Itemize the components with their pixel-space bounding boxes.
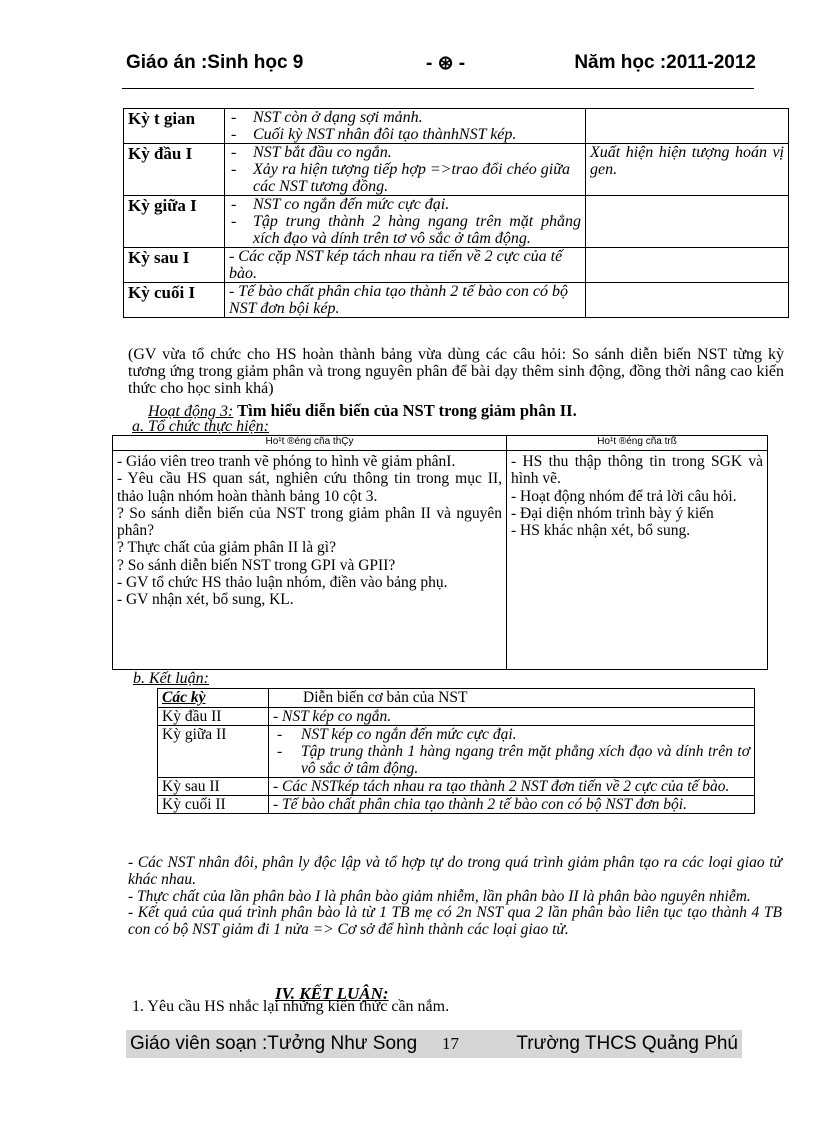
event-item: - Xảy ra hiện tượng tiếp hợp =>trao đổi chéo giữa các NST tương đồng. (253, 161, 581, 195)
activity-label: Hoạt động 3: (148, 403, 234, 420)
table-row (158, 708, 755, 726)
list-item: ? So sánh diễn biến NST trong GPI và GPII? (117, 556, 396, 574)
list-item: ? Thực chất của giảm phân II là gì? (117, 539, 336, 557)
conclusion-item: - Kết quả của quá trình phân bào là từ 1 TB mẹ có 2n NST qua 2 lần phân bào liên tục tạo thành 4 TB con có bộ NST giảm đi 1 nửa => Cơ sở để hình thành các loại giao tử. (128, 904, 782, 939)
phase-cell: Kỳ cuối I (124, 283, 225, 318)
page-footer (126, 1030, 742, 1058)
phase-cell: Kỳ giữa II (158, 726, 269, 778)
event-item: - NST kép co ngắn. (269, 708, 755, 726)
table-row (124, 144, 789, 196)
conclusion-item: - Thực chất của lần phân bào I là phân bào giảm nhiễm, lần phân bào II là phân bào nguyên nhiễm. (128, 887, 751, 905)
phase-cell: Kỳ sau I (124, 248, 225, 283)
list-item: - Giáo viên treo tranh vẽ phóng to hình vẽ giảm phânI. (117, 453, 456, 470)
table-row (158, 726, 755, 778)
phase-cell: Kỳ sau II (158, 778, 269, 796)
event-item: - Tế bào chất phân chia tạo thành 2 tế bào con có bộ NST đơn bội. (269, 796, 755, 814)
events-header: Diễn biến cơ bản của NST (303, 689, 468, 706)
student-activities (507, 451, 768, 670)
table-row (124, 196, 789, 248)
section-heading: IV. KẾT LUẬN: (275, 984, 389, 1003)
teacher-activities (113, 451, 507, 670)
table-row (158, 778, 755, 796)
teacher-note-paragraph: (GV vừa tổ chức cho HS hoàn thành bảng vừa dùng các câu hỏi: So sánh diễn biến NST từng kỳ tương ứng trong giảm phân và trong nguyên phân để bài dạy thêm sinh động, đồng thời nâng cao kiến thức cho học sinh khá) (128, 346, 784, 397)
page-number: 17 (442, 1034, 459, 1053)
phase-header: Các kỳ (162, 689, 206, 706)
event-item: - NST kép co ngắn đến mức cực đại. (301, 726, 750, 743)
student-column-header: Ho¹t ®éng cña trß (507, 436, 768, 451)
list-item: ? So sánh diễn biến của NST trong giảm phân II và nguyên phân? (117, 504, 502, 540)
phase-cell: Kỳ đầu I (124, 144, 225, 196)
header-ornament: - ⊛ - (426, 53, 466, 74)
list-item: - Đại diện nhóm trình bày ý kiến (511, 504, 714, 522)
event-item: - Tế bào chất phân chia tạo thành 2 tế bào con có bộ NST đơn bội kép. (228, 283, 569, 317)
table-row (158, 796, 755, 814)
list-item: - Yêu cầu HS quan sát, nghiên cứu thông tin trong mục II, thảo luận nhóm hoàn thành bảng 10 cột 3. (117, 470, 502, 505)
list-item: - Hoạt động nhóm để trả lời câu hỏi. (511, 487, 737, 505)
event-item: - Cuối kỳ NST nhân đôi tạo thànhNST kép. (253, 126, 581, 143)
list-item: - GV tổ chức HS thảo luận nhóm, điền vào bảng phụ. (117, 574, 448, 592)
activity-table (112, 435, 768, 670)
list-item: - HS khác nhận xét, bổ sung. (511, 522, 691, 540)
phase-cell: Kỳ cuối II (158, 796, 269, 814)
event-item: - Tập trung thành 1 hàng ngang trên mặt phẳng xích đạo và dính trên tơ vô sắc ở tâm động. (301, 743, 750, 777)
footer-author: Giáo viên soạn :Tưởng Như Song (130, 1033, 418, 1054)
event-item: - NST còn ở dạng sợi mảnh. (253, 109, 581, 126)
numbered-item: 1. Yêu cầu HS nhắc lại những kiến thức cần nắm. (132, 998, 450, 1015)
header-divider (122, 88, 754, 89)
conclusion-item: - Các NST nhân đôi, phân ly độc lập và tổ hợp tự do trong quá trình giảm phân tạo ra các loại giao tử khác nhau. (128, 854, 782, 888)
note-cell (586, 109, 789, 144)
header-lesson-title: Giáo án :Sinh học 9 (126, 52, 304, 73)
note-cell: Xuất hiện hiện tượng hoán vị gen. (586, 144, 789, 196)
phase-cell: Kỳ t gian (124, 109, 225, 144)
phase-cell: Kỳ giữa I (124, 196, 225, 248)
note-cell (586, 196, 789, 248)
activity-title: Tìm hiểu diễn biến của NST trong giảm phân II. (233, 401, 577, 420)
subheading-a: a. Tổ chức thực hiện: (132, 418, 269, 435)
table-row (124, 283, 789, 318)
subheading-b: b. Kết luận: (133, 670, 209, 687)
footer-school: Trường THCS Quảng Phú (516, 1033, 738, 1054)
phase-cell: Kỳ đầu II (158, 708, 269, 726)
table-header-row (113, 436, 768, 451)
event-item: - NST co ngắn đến mức cực đại. (253, 196, 581, 213)
teacher-column-header: Ho¹t ®éng cña thÇy (113, 436, 507, 451)
table-header-row (158, 689, 755, 708)
list-item: - GV nhận xét, bổ sung, KL. (117, 591, 294, 609)
list-item: - HS thu thập thông tin trong SGK và hình vẽ. (511, 453, 763, 488)
table-row (124, 109, 789, 144)
event-item: - Các NSTkép tách nhau ra tạo thành 2 NST đơn tiến về 2 cực của tế bào. (269, 778, 755, 796)
note-cell (586, 283, 789, 318)
table-row (124, 248, 789, 283)
header-school-year: Năm học :2011-2012 (574, 52, 756, 73)
table-row (113, 451, 768, 670)
meiosis-one-table (123, 108, 789, 318)
note-cell (586, 248, 789, 283)
event-item: - Các cặp NST kép tách nhau ra tiến về 2 cực của tế bào. (228, 248, 563, 282)
conclusion-paragraphs (128, 855, 782, 939)
page-header (126, 52, 756, 80)
meiosis-two-table (157, 688, 755, 814)
event-item: - Tập trung thành 2 hàng ngang trên mặt phẳng xích đạo và dính trên tơ vô sắc ở tâm động. (253, 213, 581, 247)
event-item: - NST bắt đầu co ngắn. (253, 144, 581, 161)
